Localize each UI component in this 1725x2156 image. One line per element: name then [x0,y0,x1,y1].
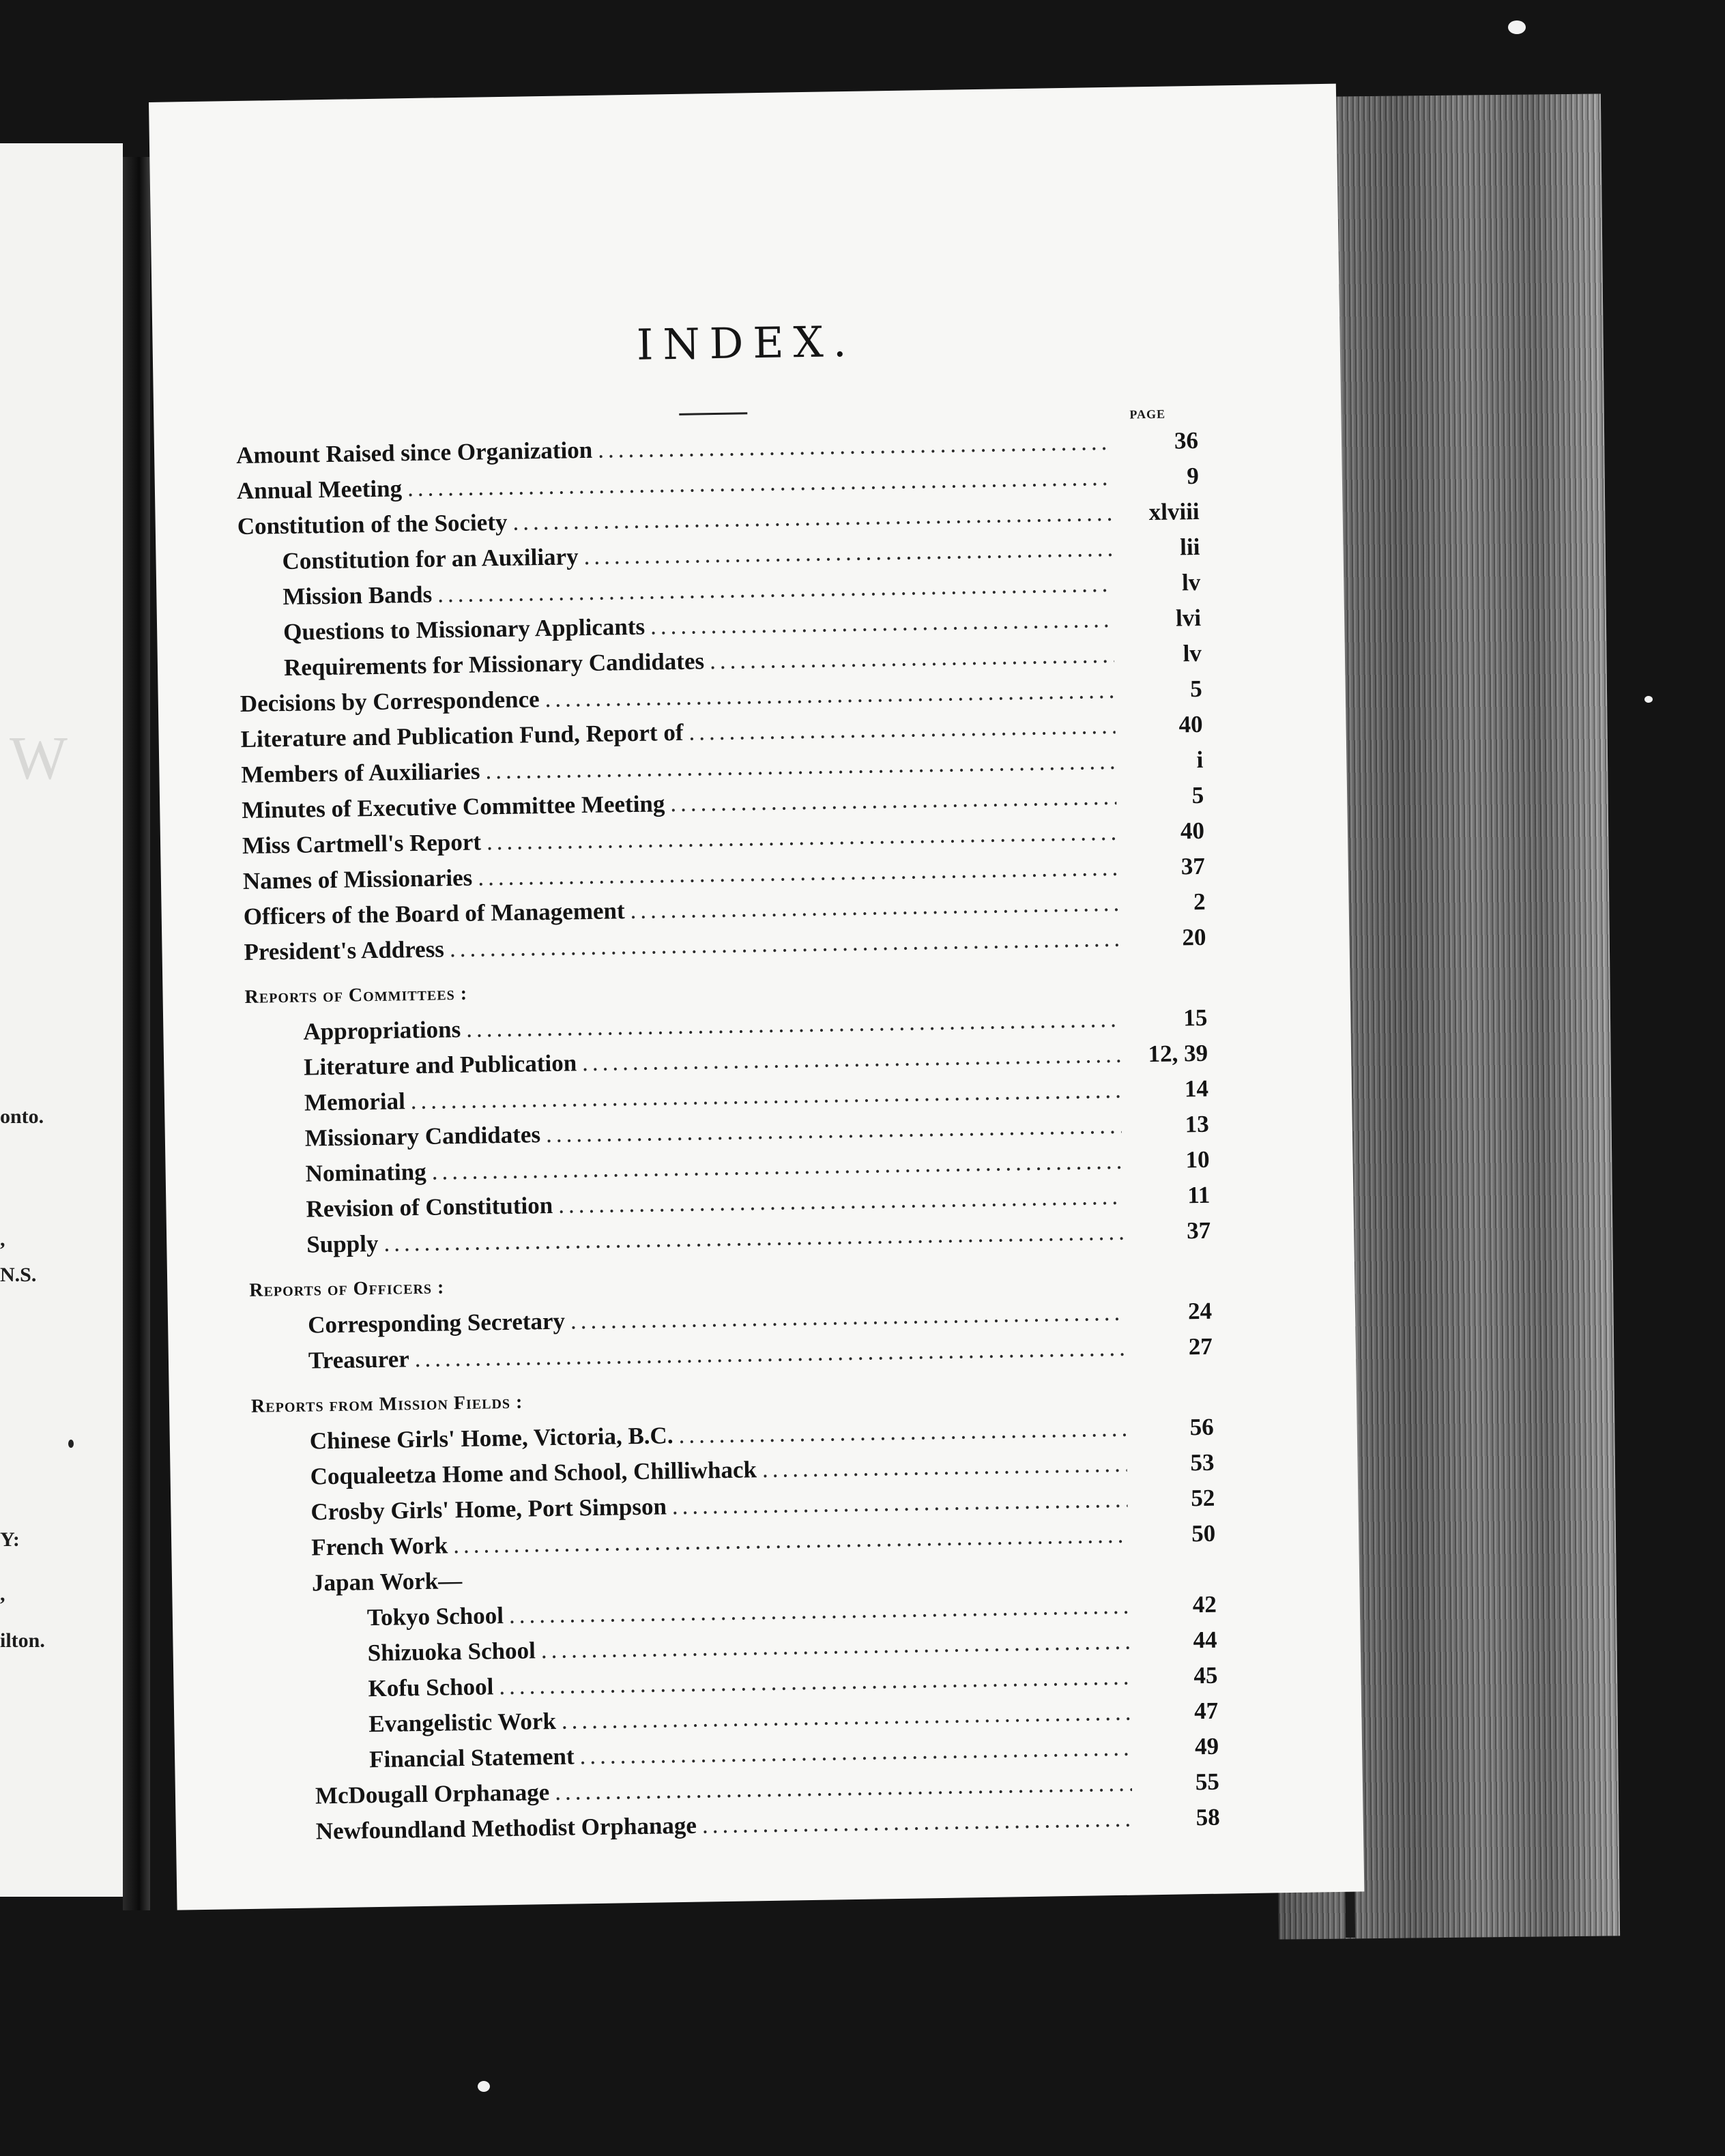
leader-dots [383,1219,1123,1257]
facing-page-fragment: ilton. [0,1629,45,1652]
leader-dots [487,819,1118,856]
entry-label: Newfoundland Methodist Orphanage [315,1811,697,1845]
leader-dots [688,712,1116,746]
entry-page: 11 [1187,1181,1211,1209]
entry-page: 5 [1189,675,1202,703]
leader-dots [512,499,1112,536]
leader-dots [407,464,1112,502]
leader-dots [431,1148,1122,1186]
entry-label: Revision of Constitution [306,1191,553,1223]
entry-label: McDougall Orphanage [315,1779,550,1809]
entry-label: Requirements for Missionary Candidates [283,647,705,681]
entry-label: President's Address [244,935,445,965]
field-entry [367,1627,1217,1667]
entry-page: 15 [1183,1004,1208,1032]
entry-label: Minutes of Executive Committee Meeting [242,790,665,824]
leader-dots [650,606,1114,641]
index-title: INDEX. [636,316,856,370]
dust-speck [1508,20,1526,34]
entry-label: Chinese Girls' Home, Victoria, B.C. [309,1422,673,1455]
entry-label: Shizuoka School [367,1637,536,1667]
entry-page: 20 [1182,923,1206,951]
index-entry [242,817,1204,860]
entry-page: 40 [1178,710,1203,738]
officer-entry [308,1298,1212,1339]
entry-page: 49 [1194,1732,1219,1760]
entry-page: 47 [1193,1697,1219,1725]
entry-label: Tokyo School [366,1602,504,1631]
entry-page: 50 [1191,1519,1216,1547]
entry-page: 37 [1180,852,1206,880]
facing-page-fragment: , [0,1228,5,1251]
leader-dots [558,1183,1123,1219]
index-entry [240,711,1202,753]
entry-page: 53 [1190,1448,1215,1476]
index-entry [284,640,1202,682]
entry-label: Treasurer [308,1345,410,1374]
entry-label: Japan Work— [311,1567,463,1597]
leader-dots [437,570,1114,609]
leader-dots [579,1734,1131,1771]
leader-dots [630,890,1118,924]
entry-label: Appropriations [303,1015,461,1045]
committee-entry [306,1217,1211,1259]
entry-page: 2 [1193,888,1206,916]
entry-page: 27 [1188,1332,1213,1360]
section-heading-mission-fields: Reports from Mission Fields : [250,1391,523,1417]
book-gutter [123,157,150,1910]
index-entry [237,498,1199,540]
dust-speck [478,2081,490,2092]
entry-page: 42 [1192,1590,1217,1618]
entry-label: Annual Meeting [236,475,403,505]
index-entry [282,569,1200,611]
leader-dots [702,1805,1133,1839]
facing-page-ghost-letter: W [10,725,68,792]
facing-page-fragment: onto. [0,1105,44,1128]
field-entry [316,1804,1220,1846]
leader-dots [485,748,1116,785]
index-page [149,84,1364,1910]
leader-dots [545,677,1115,713]
field-entry [368,1698,1218,1738]
entry-page: 14 [1184,1075,1209,1103]
leader-dots [555,1770,1132,1806]
entry-page: 55 [1195,1768,1220,1796]
entry-label: Names of Missionaries [242,864,473,894]
leader-dots [466,1006,1120,1043]
leader-dots [509,1592,1129,1629]
section-heading-committees: Reports of Committees : [244,982,468,1008]
entry-label: Literature and Publication Fund, Report of [240,718,684,753]
entry-page: lvi [1175,604,1202,632]
entry-page: 58 [1195,1803,1220,1831]
entry-page: 13 [1185,1110,1210,1138]
field-entry [310,1414,1214,1455]
committee-entry [303,1004,1207,1046]
entry-label: Evangelistic Work [368,1707,557,1738]
entry-page: 44 [1193,1626,1217,1654]
index-entry [244,924,1206,966]
entry-label: Supply [306,1229,379,1258]
entry-label: Missionary Candidates [304,1121,541,1152]
entry-label: Decisions by Correspondence [240,686,540,718]
field-entry [310,1485,1215,1526]
index-entry [282,534,1200,575]
field-entry [368,1662,1217,1703]
section-heading-officers: Reports of Officers : [249,1277,445,1301]
index-entries [149,84,1364,1910]
index-entry [283,604,1201,646]
leader-dots [570,1299,1125,1335]
entry-page: 5 [1191,781,1204,809]
entry-label: Memorial [304,1088,406,1116]
field-entry [315,1768,1219,1810]
entry-page: lii [1179,533,1200,561]
entry-label: Questions to Missionary Applicants [282,613,646,645]
page-column-header: PAGE [1129,407,1166,422]
index-entry [242,782,1204,824]
committee-entry [304,1040,1208,1081]
entry-label: Corresponding Secretary [307,1307,566,1339]
index-entry [243,853,1205,895]
leader-dots [598,428,1111,464]
entry-page: 45 [1193,1661,1218,1689]
facing-page-fragment: Y: [0,1528,20,1551]
entry-label: Coqualeetza Home and School, Chilliwhack [310,1456,757,1490]
committee-entry [305,1146,1209,1188]
entry-page: 12, 39 [1148,1039,1208,1068]
dust-speck [68,1440,74,1448]
entry-page [462,1587,544,1588]
entry-page: i [1196,746,1204,773]
field-entry [310,1449,1214,1491]
leader-dots [478,854,1118,892]
entry-label: French Work [310,1532,448,1561]
leader-dots [762,1451,1127,1483]
leader-dots [414,1335,1125,1373]
entry-page: lv [1183,639,1202,667]
officer-entry [308,1333,1213,1375]
leader-dots [582,1041,1121,1077]
dust-speck [1644,696,1653,703]
entry-label: Amount Raised since Organization [235,436,593,469]
entry-page: 52 [1191,1484,1215,1512]
entry-page: lv [1181,568,1201,596]
leader-dots [678,1415,1127,1449]
committee-entry [306,1182,1210,1223]
index-entry [237,463,1199,505]
index-entry [241,746,1203,789]
leader-dots [710,641,1114,675]
index-entry [243,888,1205,931]
leader-dots [540,1628,1129,1665]
field-entry [312,1556,1216,1597]
entry-page: 10 [1185,1146,1210,1174]
entry-label: Nominating [305,1158,426,1187]
field-entry [369,1733,1219,1774]
leader-dots [670,783,1116,817]
entry-label: Kofu School [368,1673,494,1702]
entry-page: 24 [1187,1297,1213,1325]
entry-label: Financial Statement [368,1743,575,1773]
leader-dots [583,535,1113,570]
leader-dots [562,1699,1131,1735]
entry-page: 37 [1186,1217,1211,1244]
leader-dots [453,1521,1129,1560]
entry-label: Crosby Girls' Home, Port Simpson [310,1493,667,1526]
entry-label: Mission Bands [282,581,433,611]
committee-entry [304,1075,1208,1117]
field-entry [367,1591,1217,1632]
index-entry [240,675,1202,718]
facing-page-edge [0,143,123,1897]
entry-page: 56 [1189,1413,1214,1441]
entry-page: 9 [1186,462,1200,490]
leader-dots [499,1663,1131,1701]
leader-dots [546,1112,1122,1148]
leader-dots [450,925,1119,963]
entry-page: 36 [1174,426,1199,454]
entry-label: Members of Auxiliaries [241,757,480,788]
entry-page: xlviii [1148,497,1200,526]
leader-dots [410,1077,1121,1115]
entry-label: Literature and Publication [303,1049,577,1081]
leader-dots [672,1486,1128,1520]
facing-page-fragment: N.S. [0,1264,37,1286]
entry-label: Officers of the Board of Management [243,897,625,930]
entry-page: 40 [1180,817,1205,845]
entry-label: Miss Cartmell's Report [242,828,482,859]
entry-label: Constitution of the Society [237,508,508,540]
facing-page-fragment: , [0,1583,5,1605]
entry-label: Constitution for an Auxiliary [282,543,579,575]
field-entry [311,1520,1215,1562]
index-entry [236,427,1198,469]
committee-entry [305,1111,1209,1152]
